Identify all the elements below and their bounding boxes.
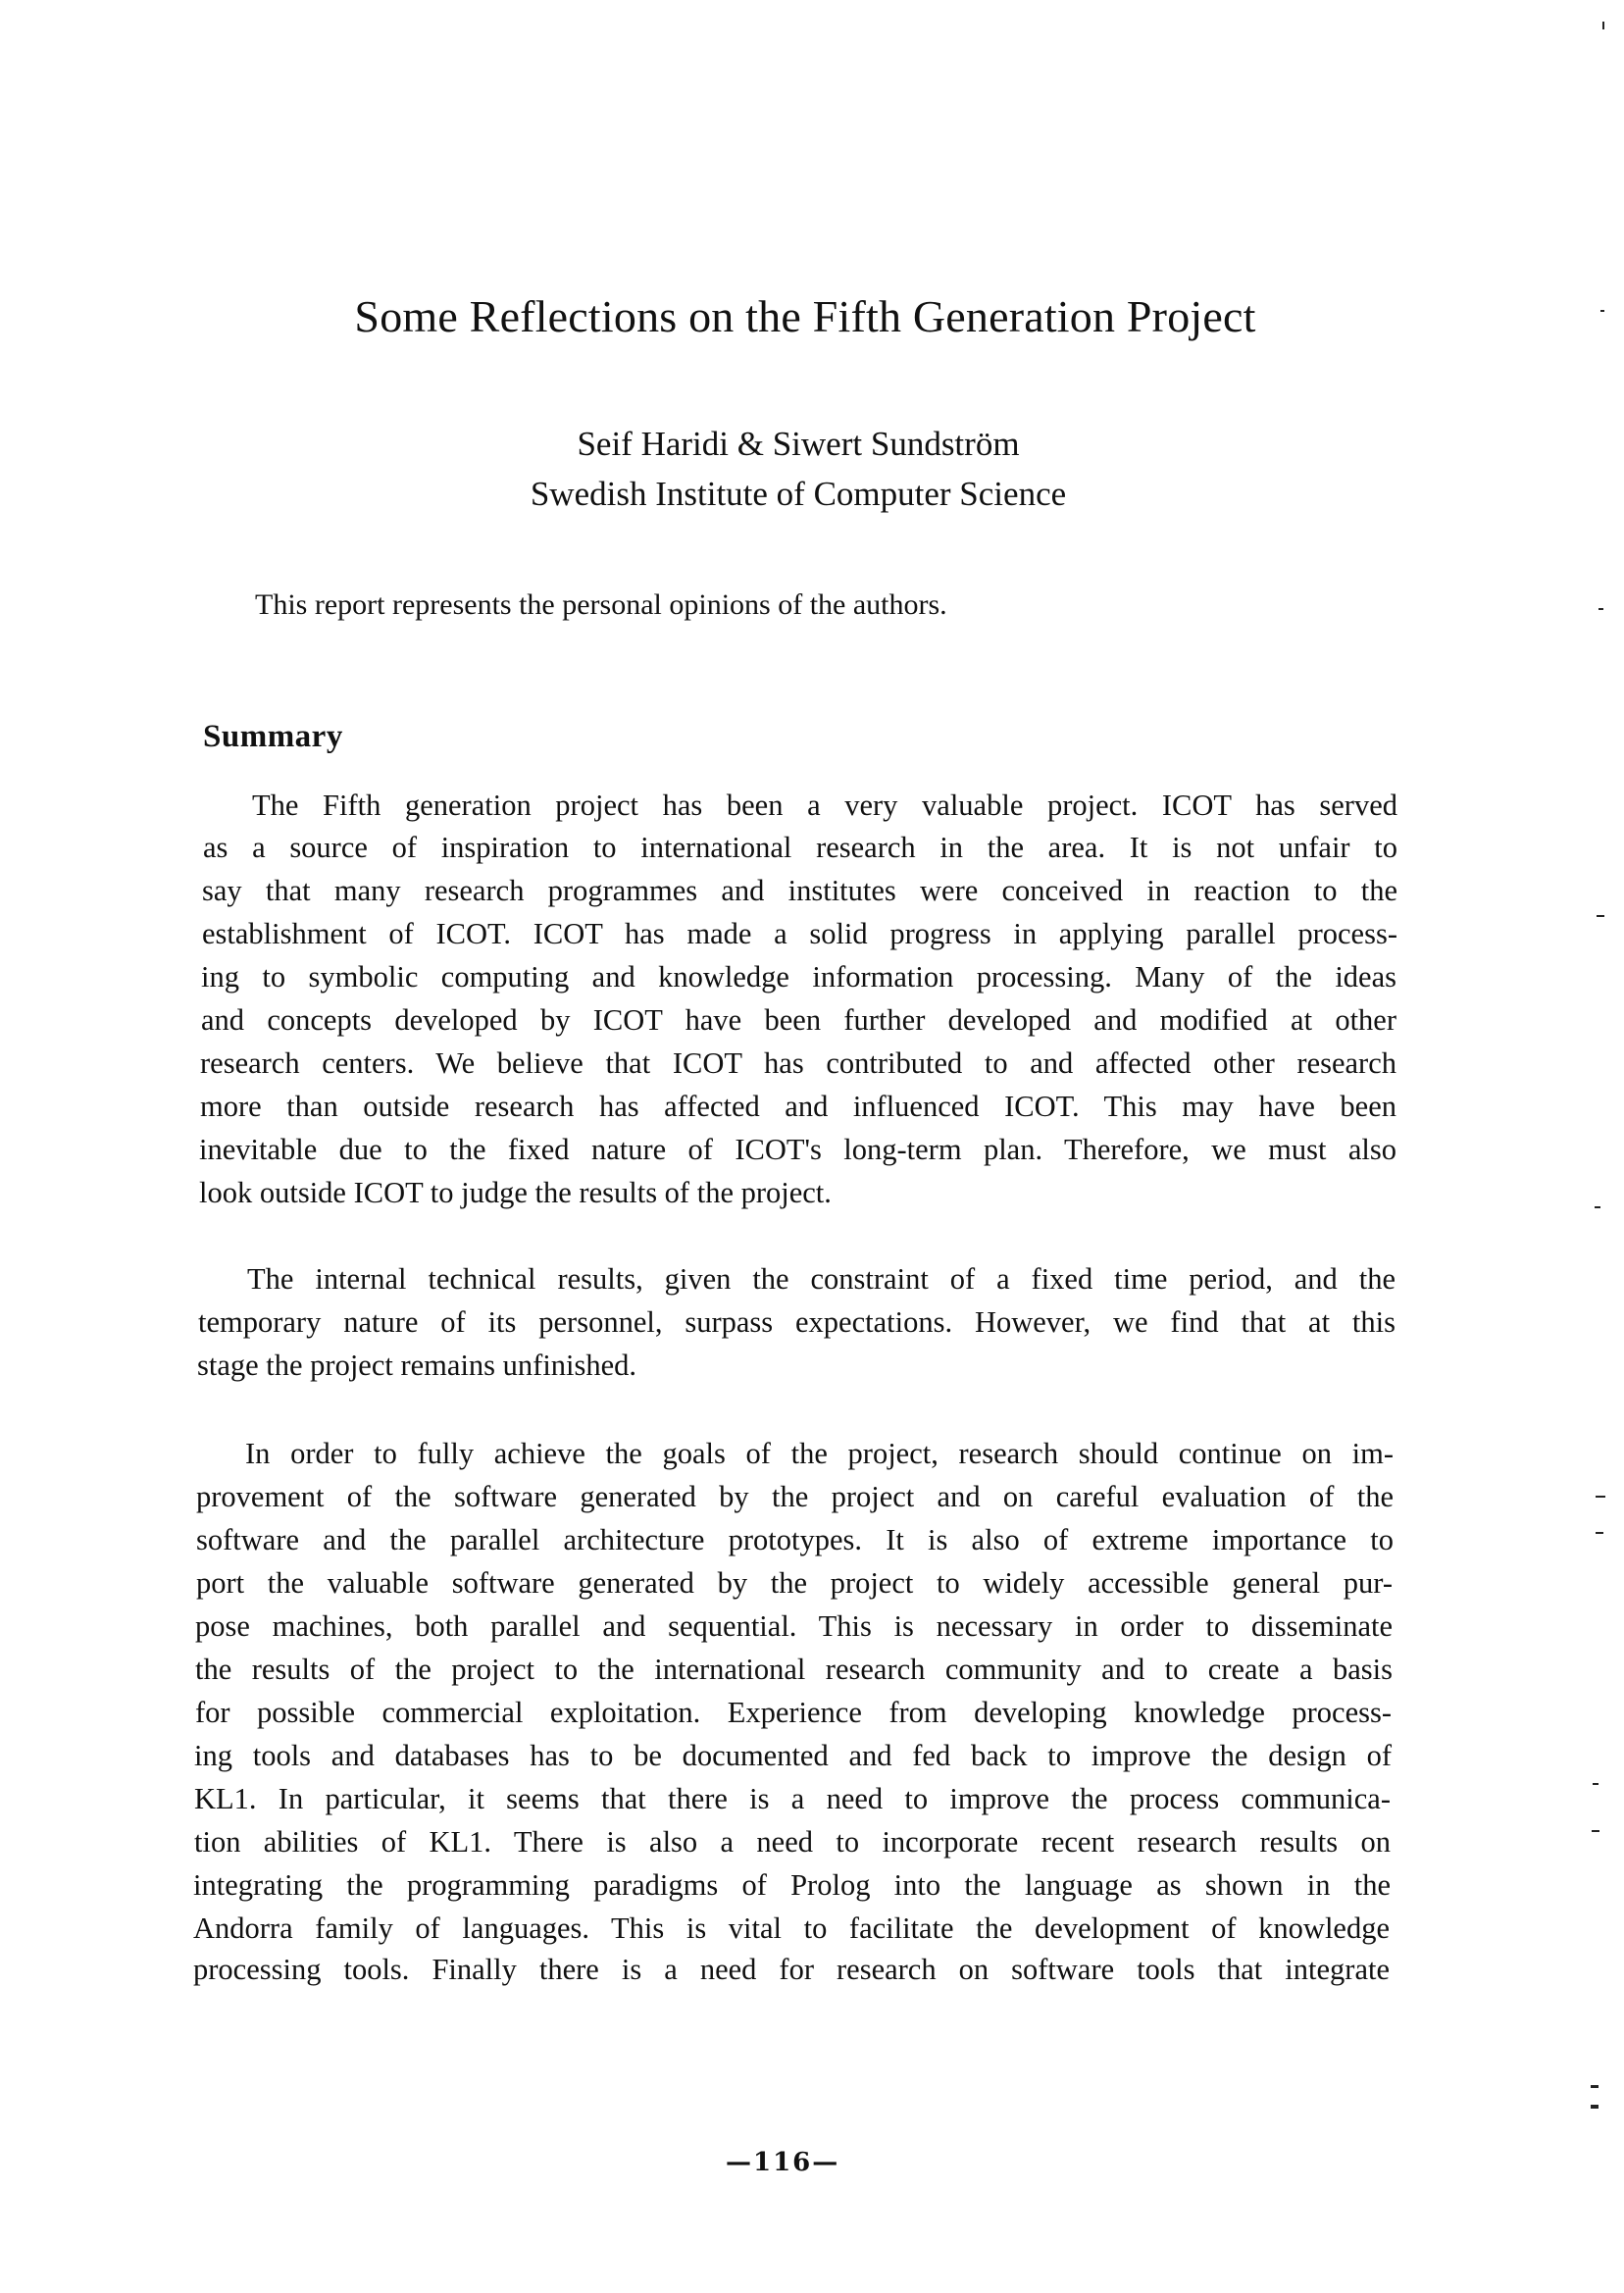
text-line: inevitable due to the fixed nature of ICOT's long-term plan. Therefore, we must also xyxy=(199,1133,1396,1166)
text-line: the results of the project to the international research community and to create a basis xyxy=(195,1653,1393,1686)
text-line: and concepts developed by ICOT have been further developed and modified at other xyxy=(201,1003,1396,1037)
text-line: The Fifth generation project has been a very valuable project. ICOT has served xyxy=(252,789,1397,822)
text-line: establishment of ICOT. ICOT has made a solid progress in applying parallel process- xyxy=(202,917,1397,950)
text-line: pose machines, both parallel and sequential. This is necessary in order to disseminate xyxy=(195,1609,1393,1643)
text-line: In order to fully achieve the goals of the project, research should continue on im- xyxy=(245,1437,1394,1470)
text-line: KL1. In particular, it seems that there is a need to improve the process communica- xyxy=(194,1782,1391,1815)
text-line: port the valuable software generated by the project to widely accessible general pur- xyxy=(196,1566,1393,1600)
scan-mark xyxy=(1595,1206,1600,1208)
paper-title: Some Reflections on the Fifth Generation Project xyxy=(354,291,1256,341)
text-line: processing tools. Finally there is a need for research on software tools that integrate xyxy=(193,1953,1390,1986)
text-line: stage the project remains unfinished. xyxy=(197,1349,637,1382)
scan-mark xyxy=(1600,310,1604,312)
text-line: research centers. We believe that ICOT has contributed to and affected other research xyxy=(200,1046,1396,1080)
text-line: The internal technical results, given the constraint of a fixed time period, and the xyxy=(247,1262,1396,1296)
scan-mark xyxy=(1596,1532,1603,1534)
scan-mark xyxy=(1591,2105,1599,2109)
author-names: Seif Haridi & Siwert Sundström xyxy=(577,425,1020,463)
text-line: more than outside research has affected and influenced ICOT. This may have been xyxy=(200,1090,1396,1123)
scan-mark xyxy=(1599,608,1603,610)
page-number: —116— xyxy=(726,2148,840,2177)
text-line: ing tools and databases has to be documented and fed back to improve the design of xyxy=(194,1739,1392,1772)
author-affiliation: Swedish Institute of Computer Science xyxy=(530,475,1067,513)
text-line: provement of the software generated by the project and on careful evaluation of the xyxy=(196,1480,1394,1513)
text-line: say that many research programmes and institutes were conceived in reaction to the xyxy=(202,874,1397,907)
scan-mark xyxy=(1602,22,1604,29)
text-line: ing to symbolic computing and knowledge information processing. Many of the ideas xyxy=(201,960,1396,994)
scan-mark xyxy=(1596,1496,1605,1498)
text-line: Andorra family of languages. This is vital to facilitate the development of knowledge xyxy=(193,1911,1390,1945)
text-line: look outside ICOT to judge the results of the project. xyxy=(199,1176,832,1209)
scan-mark xyxy=(1593,1783,1599,1785)
text-line: tion abilities of KL1. There is also a need to incorporate recent research results on xyxy=(194,1825,1391,1859)
text-line: software and the parallel architecture prototypes. It is also of extreme importance to xyxy=(196,1523,1394,1556)
text-line: for possible commercial exploitation. Experience from developing knowledge process- xyxy=(195,1696,1392,1729)
scan-mark xyxy=(1591,2085,1599,2088)
scan-mark xyxy=(1597,915,1604,917)
scan-mark xyxy=(1592,1830,1599,1832)
section-heading-summary: Summary xyxy=(203,719,343,754)
text-line: as a source of inspiration to international research in the area. It is not unfair to xyxy=(203,831,1397,864)
text-line: temporary nature of its personnel, surpass expectations. However, we find that at this xyxy=(198,1305,1396,1339)
disclaimer-note: This report represents the personal opinions of the authors. xyxy=(255,588,947,621)
text-line: integrating the programming paradigms of Prolog into the language as shown in the xyxy=(193,1868,1391,1902)
